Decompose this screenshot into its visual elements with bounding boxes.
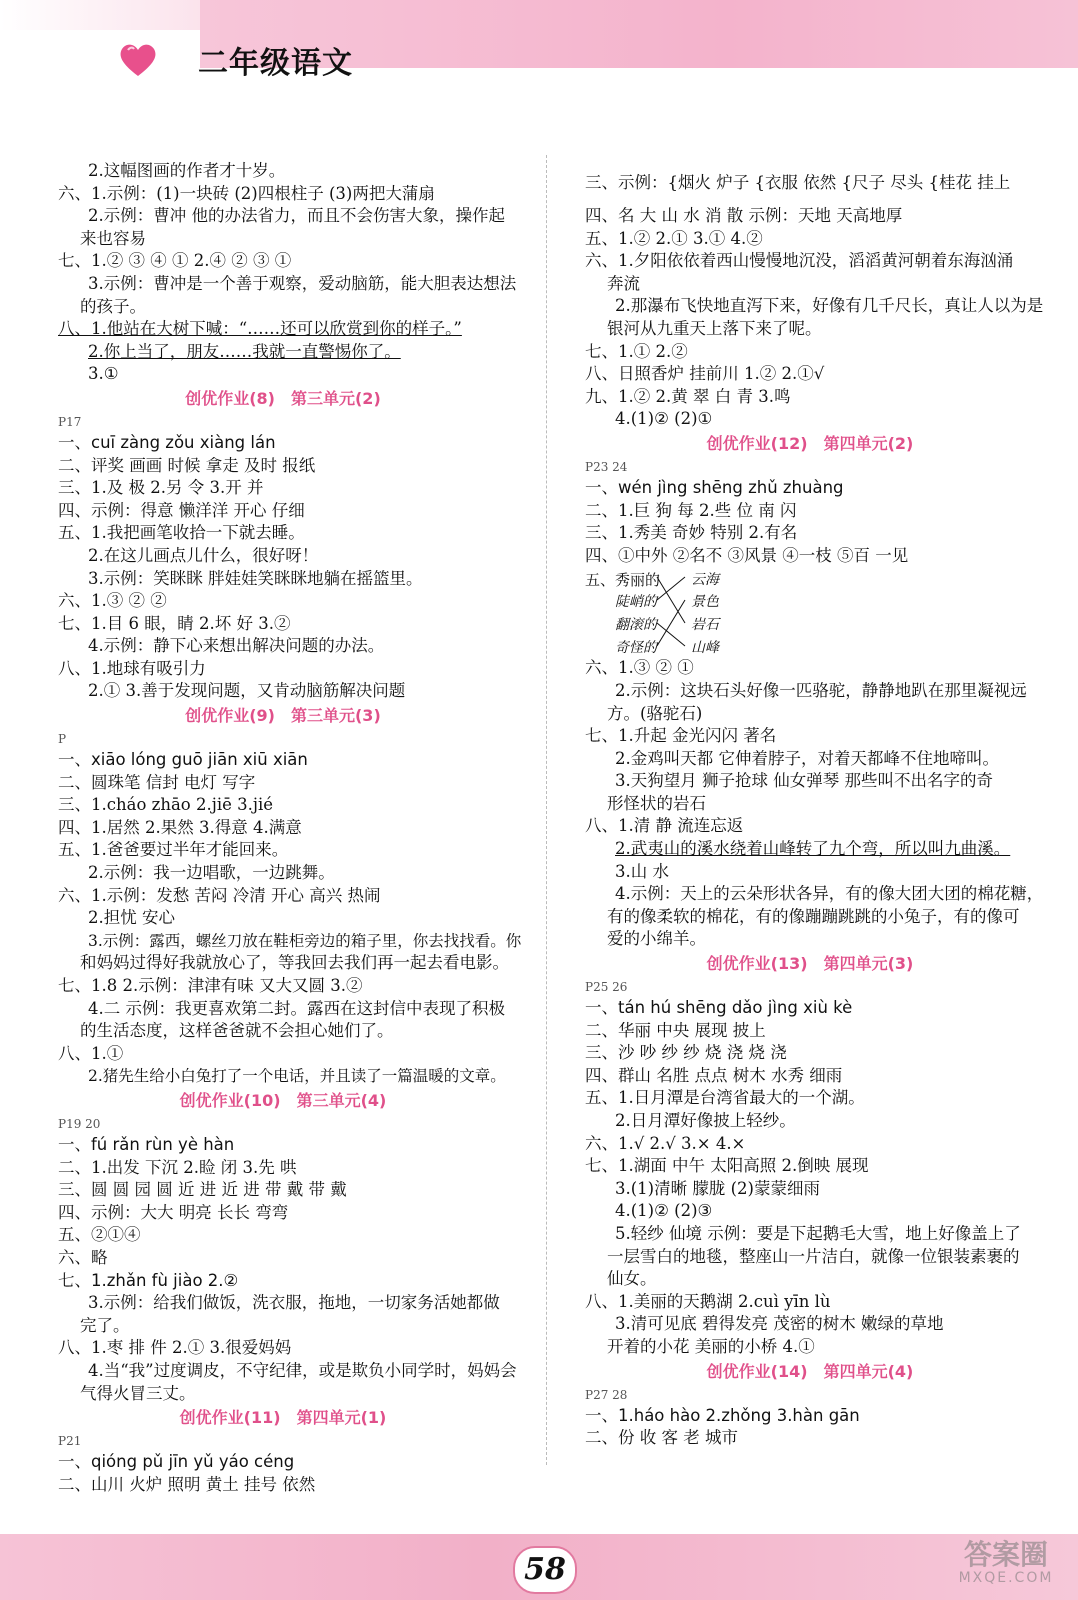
answer-line: 六、1.示例：(1)一块砖 (2)四根柱子 (3)两把大蒲扇 — [58, 183, 435, 203]
answer-line: 八、1.美丽的天鹅湖 2.cuì yīn lù — [585, 1291, 831, 1311]
answer-line: 七、1.升起 金光闪闪 著名 — [585, 726, 777, 746]
section-title: 创优作业(10) 第三单元(4) — [179, 1090, 387, 1110]
answer-line: 六、1.③ ② ① — [585, 658, 694, 678]
answer-line: 八、1.① — [58, 1043, 124, 1063]
answer-line: 3.示例：笑眯眯 胖娃娃笑眯眯地躺在摇篮里。 — [88, 568, 423, 588]
answer-line: 形怪状的岩石 — [607, 793, 706, 813]
answer-line: 七、1.① 2.② — [585, 341, 688, 361]
answer-line: 2.日月潭好像披上轻纱。 — [615, 1111, 796, 1130]
answer-line: 4.二 示例：我更喜欢第二封。露西在这封信中表现了积极 — [88, 998, 505, 1018]
answer-column-right — [585, 160, 1044, 1450]
answer-line: 八、1.枣 排 件 2.① 3.很爱妈妈 — [58, 1338, 292, 1358]
answer-line: 一、1.háo hào 2.zhǒng 3.hàn gān — [585, 1405, 860, 1425]
answer-line: 七、1.8 2.示例：津津有味 又大又圆 3.② — [58, 976, 363, 995]
answer-line: 4.示例：天上的云朵形状各异，有的像大团大团的棉花糖， — [615, 884, 1044, 904]
answer-line: 2.你上当了，朋友……我就一直警惕你了。 — [88, 341, 401, 361]
answer-line: 二、1.出发 下沉 2.睑 闭 3.先 哄 — [58, 1157, 297, 1177]
answer-line: 四、群山 名胜 点点 树木 水秀 细雨 — [585, 1065, 843, 1085]
answer-line: 一、xiāo lóng guō jiān xiū xiān — [58, 750, 308, 770]
answer-line: 三、1.cháo zhāo 2.jiē 3.jié — [58, 795, 274, 815]
section-title: 创优作业(8) 第三单元(2) — [185, 388, 381, 408]
answer-line: 八、1.他站在大树下喊：“……还可以欣赏到你的样子。” — [58, 319, 462, 339]
answer-line: 二、华丽 中央 展现 披上 — [585, 1020, 766, 1040]
page-ref: P25 26 — [585, 980, 628, 995]
answer-line: 七、1.目 6 眼，睛 2.坏 好 3.② — [58, 613, 291, 633]
answer-line: 2.示例：这块石头好像一匹骆驼，静静地趴在那里凝视远 — [615, 680, 1027, 700]
answer-line: 气得火冒三丈。 — [80, 1383, 196, 1403]
section-title: 创优作业(12) 第四单元(2) — [706, 433, 914, 453]
answer-line: 3.示例：曹冲是一个善于观察，爱动脑筋，能大胆表达想法 — [88, 273, 517, 293]
watermark-text: 答案圈 — [963, 1538, 1048, 1571]
answer-line: 六、1.示例：发愁 苦闷 冷清 开心 高兴 热闹 — [58, 885, 381, 905]
answer-line: 九、1.② 2.黄 翠 白 青 3.鸣 — [585, 386, 791, 406]
page-ref: P17 — [58, 414, 82, 429]
answer-line: 4.示例：静下心来想出解决问题的办法。 — [88, 636, 385, 656]
answer-line: 二、份 收 客 老 城市 — [585, 1428, 738, 1448]
answer-line: 的生活态度，这样爸爸就不会担心她们了。 — [80, 1021, 394, 1041]
match-right-item: 岩石 — [691, 617, 719, 634]
answer-line: 六、略 — [58, 1247, 108, 1267]
answer-line: 三、1.秀美 奇妙 特别 2.有名 — [585, 523, 798, 543]
answer-line: 三、沙 吵 纱 纱 烧 浇 烧 浇 — [585, 1043, 787, 1063]
answer-line: 完了。 — [80, 1315, 130, 1335]
answer-line: 四、①中外 ②名不 ③风景 ④一枝 ⑤百 一见 — [585, 545, 909, 565]
answer-line: 八、1.地球有吸引力 — [58, 658, 206, 678]
match-right-item: 云海 — [691, 572, 719, 589]
answer-line: 一层雪白的地毯，整座山一片洁白，就像一位银装素裹的 — [607, 1246, 1020, 1266]
answer-line: 五、1.日月潭是台湾省最大的一个湖。 — [585, 1088, 865, 1108]
page-ref: P27 28 — [585, 1387, 628, 1402]
section-title: 创优作业(13) 第四单元(3) — [706, 954, 914, 974]
answer-line: 仙女。 — [607, 1269, 657, 1289]
page-number: 58 — [513, 1546, 577, 1594]
answer-line: 5.轻纱 仙境 示例：要是下起鹅毛大雪，地上好像盖上了 — [615, 1223, 1021, 1243]
matching-diagram — [585, 567, 1035, 657]
page-ref: P19 20 — [58, 1116, 101, 1131]
answer-line: 2.金鸡叫天都 它伸着脖子，对着天都峰不住地啼叫。 — [615, 748, 999, 768]
answer-line: 爱的小绵羊。 — [607, 929, 706, 949]
answer-line: 奔流 — [607, 273, 640, 293]
answer-line: 一、tán hú shēng dǎo jìng xiù kè — [585, 998, 853, 1018]
answer-column-left — [58, 160, 522, 1496]
page-ref: P23 24 — [585, 459, 628, 474]
answer-line: 2.担忧 安心 — [88, 908, 175, 928]
column-divider — [546, 155, 548, 1465]
page-ref: P21 — [58, 1434, 82, 1449]
answer-line: 3.① — [88, 364, 119, 384]
answer-line: 开着的小花 美丽的小桥 4.① — [607, 1336, 815, 1356]
answer-line: 4.(1)② (2)③ — [615, 1201, 713, 1221]
answer-line: 2.猪先生给小白兔打了一个电话，并且读了一篇温暖的文章。 — [88, 1067, 506, 1086]
answer-line: 3.示例：给我们做饭，洗衣服，拖地，一切家务活她都做 — [88, 1293, 500, 1313]
answer-line: 2.在这儿画点儿什么，很好呀！ — [88, 545, 319, 565]
answer-line: 五、1.② 2.① 3.① 4.② — [585, 228, 763, 248]
answer-line: 二、山川 火炉 照明 黄土 挂号 依然 — [58, 1474, 316, 1494]
page-title: 二年级语文 — [198, 46, 353, 81]
answer-line: 八、日照香炉 挂前川 1.② 2.①√ — [585, 364, 825, 384]
answer-line: 六、1.夕阳依依着西山慢慢地沉没，滔滔黄河朝着东海汹涌 — [585, 251, 1014, 271]
page-ref: P — [58, 732, 67, 747]
answer-line: 七、1.湖面 中午 太阳高照 2.倒映 展现 — [585, 1156, 869, 1176]
section-title: 创优作业(9) 第三单元(3) — [185, 706, 381, 726]
answer-line: 三、1.及 极 2.另 令 3.开 并 — [58, 478, 264, 498]
answer-line: 3.(1)清晰 朦胧 (2)蒙蒙细雨 — [615, 1178, 820, 1198]
answer-line: 一、fú rǎn rùn yè hàn — [58, 1134, 235, 1154]
answer-line: 有的像柔软的棉花，有的像蹦蹦跳跳的小兔子，有的像可 — [607, 906, 1020, 926]
answer-line: 一、qióng pǔ jīn yǔ yáo céng — [58, 1452, 295, 1472]
answer-line: 五、1.爸爸要过半年才能回来。 — [58, 840, 289, 860]
answer-line: 四、名 大 山 水 消 散 示例：天地 天高地厚 — [585, 206, 903, 225]
answer-line: 三、示例：{烟火 炉子 {衣服 依然 {尺子 尽头 {桂花 挂上 — [585, 173, 1011, 192]
answer-line: 三、圆 圆 园 圆 近 进 近 进 带 戴 带 戴 — [58, 1180, 347, 1200]
answer-line: 二、1.巨 狗 每 2.些 位 南 闪 — [585, 500, 797, 520]
answer-line: 3.山 水 — [615, 861, 669, 881]
answer-line: 来也容易 — [80, 228, 146, 248]
answer-line: 的孩子。 — [80, 296, 146, 316]
answer-line: 七、1.zhǎn fù jiào 2.② — [58, 1270, 239, 1290]
answer-line: 2.① 3.善于发现问题，又肯动脑筋解决问题 — [88, 681, 406, 701]
answer-line: 2.武夷山的溪水绕着山峰转了九个弯，所以叫九曲溪。 — [615, 839, 1011, 859]
answer-line: 二、圆珠笔 信封 电灯 写字 — [58, 772, 256, 792]
answer-line: 一、cuī zàng zǒu xiàng lán — [58, 432, 276, 452]
answer-line: 4.当“我”过度调皮，不守纪律，或是欺负小同学时，妈妈会 — [88, 1360, 517, 1380]
answer-line: 七、1.② ③ ④ ① 2.④ ② ③ ① — [58, 251, 292, 271]
answer-line: 2.这幅图画的作者才十岁。 — [88, 161, 286, 180]
answer-line: 4.(1)② (2)① — [615, 409, 713, 429]
watermark-url: MXQE.COM — [958, 1570, 1054, 1586]
heart-icon — [118, 42, 158, 78]
answer-line: 3.示例：露西，螺丝刀放在鞋柜旁边的箱子里，你去找找看。你 — [88, 931, 522, 950]
answer-line: 八、1.清 静 流连忘返 — [585, 816, 744, 836]
match-left-item: 奇怪的 — [615, 640, 657, 657]
answer-line: 银河从九重天上落下来了呢。 — [607, 318, 822, 338]
answer-line: 和妈妈过得好我就放心了，等我回去我们再一起去看电影。 — [80, 953, 509, 973]
match-left-item: 五、秀丽的 — [585, 571, 661, 590]
match-right-item: 山峰 — [691, 640, 719, 657]
answer-line: 四、1.居然 2.果然 3.得意 4.满意 — [58, 817, 302, 837]
answer-line: 3.清可见底 碧得发亮 茂密的树木 嫩绿的草地 — [615, 1314, 944, 1334]
section-title: 创优作业(14) 第四单元(4) — [706, 1361, 914, 1381]
answer-line: 五、②①④ — [58, 1225, 141, 1245]
answer-line: 二、评奖 画画 时候 拿走 及时 报纸 — [58, 455, 316, 475]
answer-line: 四、示例：得意 懒洋洋 开心 仔细 — [58, 500, 305, 520]
answer-line: 2.示例：曹冲 他的办法省力，而且不会伤害大象，操作起 — [88, 206, 505, 226]
watermark-logo — [940, 1540, 1072, 1596]
answer-line: 方。(骆驼石) — [607, 703, 703, 723]
match-left-item: 陡峭的 — [615, 594, 657, 611]
answer-line: 3.天狗望月 狮子抢球 仙女弹琴 那些叫不出名字的奇 — [615, 771, 993, 791]
answer-line: 一、wén jìng shēng zhǔ zhuàng — [585, 477, 844, 497]
answer-line: 六、1.③ ② ② — [58, 591, 167, 611]
answer-line: 五、1.我把画笔收拾一下就去睡。 — [58, 523, 305, 543]
match-right-item: 景色 — [691, 594, 719, 611]
match-left-item: 翻滚的 — [615, 617, 657, 634]
answer-line: 2.那瀑布飞快地直泻下来，好像有几千尺长，真让人以为是 — [615, 296, 1044, 316]
answer-line: 六、1.√ 2.√ 3.× 4.× — [585, 1133, 746, 1153]
answer-line: 2.示例：我一边唱歌，一边跳舞。 — [88, 863, 335, 883]
section-title: 创优作业(11) 第四单元(1) — [179, 1408, 387, 1428]
answer-line: 四、示例：大大 明亮 长长 弯弯 — [58, 1202, 289, 1222]
header-band-left — [0, 0, 200, 30]
